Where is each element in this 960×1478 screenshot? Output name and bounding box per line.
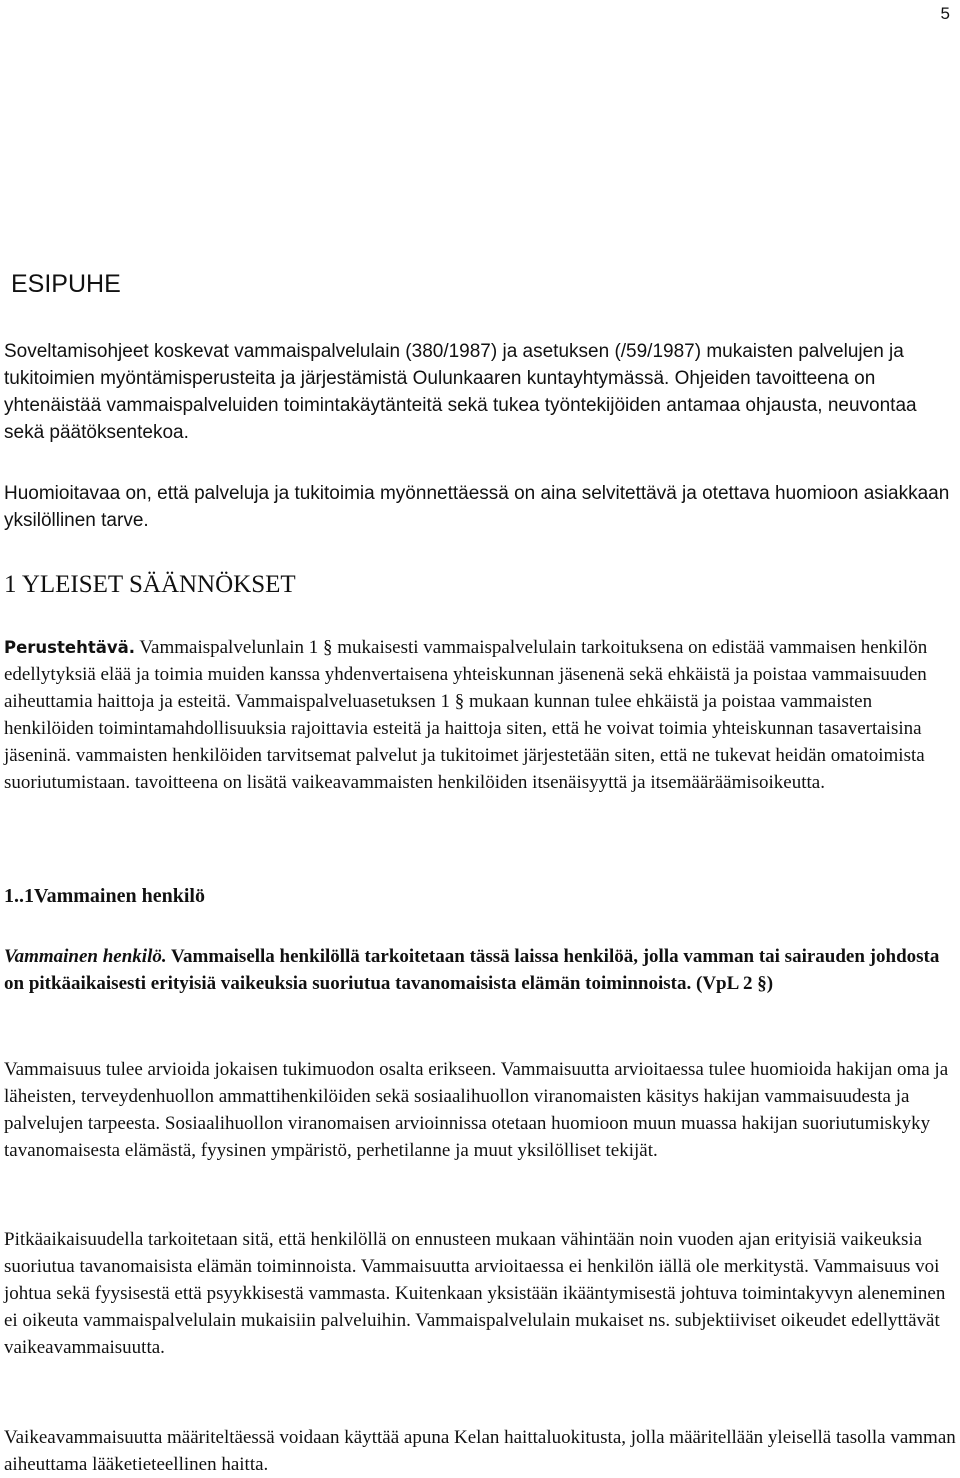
assessment-paragraph: Vammaisuus tulee arvioida jokaisen tukimuodon osalta erikseen. Vammaisuutta arvioitaessa tulee huomioida hakijan oma ja läheisten, terveydenhuollon ammattihenkilöiden sekä sosiaalihuollon viranomaisten käsitys hakijan vammaisuudesta ja palvelujen tarpeesta. Sosiaalihuollon viranomaisen arvioinnissa otetaan huomioon muun muassa hakijan suoriutumiskyky tavanomaisesta elämästä, fyysinen ympäristö, perhetilanne ja muut yksilölliset tekijät. — [4, 1059, 949, 1161]
perustehtava-paragraph — [4, 634, 956, 796]
heading-section-1-1: 1..1Vammainen henkilö — [4, 885, 205, 907]
heading-esipuhe: ESIPUHE — [11, 270, 121, 298]
definition-text: Vammaisella henkilöllä tarkoitetaan tässä laissa henkilöä, jolla vamman tai sairauden johdosta on pitkäaikaisesti erityisiä vaikeuksia suoriutua tavanomaisista elämän toiminnoista. (VpL 2 §) — [4, 946, 940, 994]
severe-paragraph: Vaikeavammaisuutta määriteltäessä voidaan käyttää apuna Kelan haittaluokitusta, jolla määritellään yleisellä tasolla vamman aiheuttama lääketieteellinen haitta. — [4, 1427, 956, 1475]
intro-paragraph: Soveltamisohjeet koskevat vammaispalvelulain (380/1987) ja asetuksen (/59/1987) mukaisten palvelujen ja tukitoimien myöntämisperusteita ja järjestämistä Oulunkaaren kuntayhtymässä. Ohjeiden tavoitteena on yhtenäistää vammaispalveluiden toimintakäytänteitä sekä tukea työntekijöiden antamaa ohjausta, neuvontaa sekä päätöksentekoa. — [4, 341, 917, 443]
longterm-paragraph: Pitkäaikaisuudella tarkoitetaan sitä, että henkilöllä on ennusteen mukaan vähintään noin vuoden ajan erityisiä vaikeuksia suoriutua tavanomaisista elämän toiminnoista. Vammaisuutta arvioitaessa ei henkilön iällä ole merkitystä. Vammaisuus voi johtua sekä fyysisestä että psyykkisestä vammasta. Kuitenkaan yksistään ikääntymisestä johtuva toimintakyvyn aleneminen ei oikeuta vammaispalvelulain mukaisiin palveluihin. Vammaispalvelulain mukaiset ns. subjektiiviset oikeudet edellyttävät vaikeavammaisuutta. — [4, 1229, 946, 1358]
page-number: 5 — [940, 4, 950, 23]
definition-paragraph — [4, 943, 956, 997]
definition-lead: Vammainen henkilö. — [4, 946, 167, 967]
heading-section-1: 1 YLEISET SÄÄNNÖKSET — [4, 571, 296, 598]
perustehtava-lead: Perustehtävä. — [4, 638, 135, 657]
perustehtava-text: Vammaispalvelunlain 1 § mukaisesti vammaispalvelulain tarkoituksena on edistää vammaisen henkilön edellytyksiä elää ja toimia muiden kanssa yhdenvertaisena yhteiskunnan jäsenenä sekä ehkäistä ja poistaa vammaisuuden aiheuttamia haittoja ja esteitä. Vammaispalveluasetuksen 1 § mukaan kunnan tulee ehkäistä ja poistaa vammaisten henkilöiden toimintamahdollisuuksia rajoittavia esteitä ja haittoja siten, että he voivat toimia yhteiskunnan tasavertaisina jäseninä. vammaisten henkilöiden tarvitsemat palvelut ja tukitoimet järjestetään siten, että ne tukevat heidän omatoimista suoriutumistaan. tavoitteena on lisätä vaikeavammaisten henkilöiden itsenäisyyttä ja itsemääräämisoikeutta. — [4, 637, 928, 793]
note-paragraph: Huomioitavaa on, että palveluja ja tukitoimia myönnettäessä on aina selvitettävä ja otettava huomioon asiakkaan yksilöllinen tarve. — [4, 483, 950, 531]
